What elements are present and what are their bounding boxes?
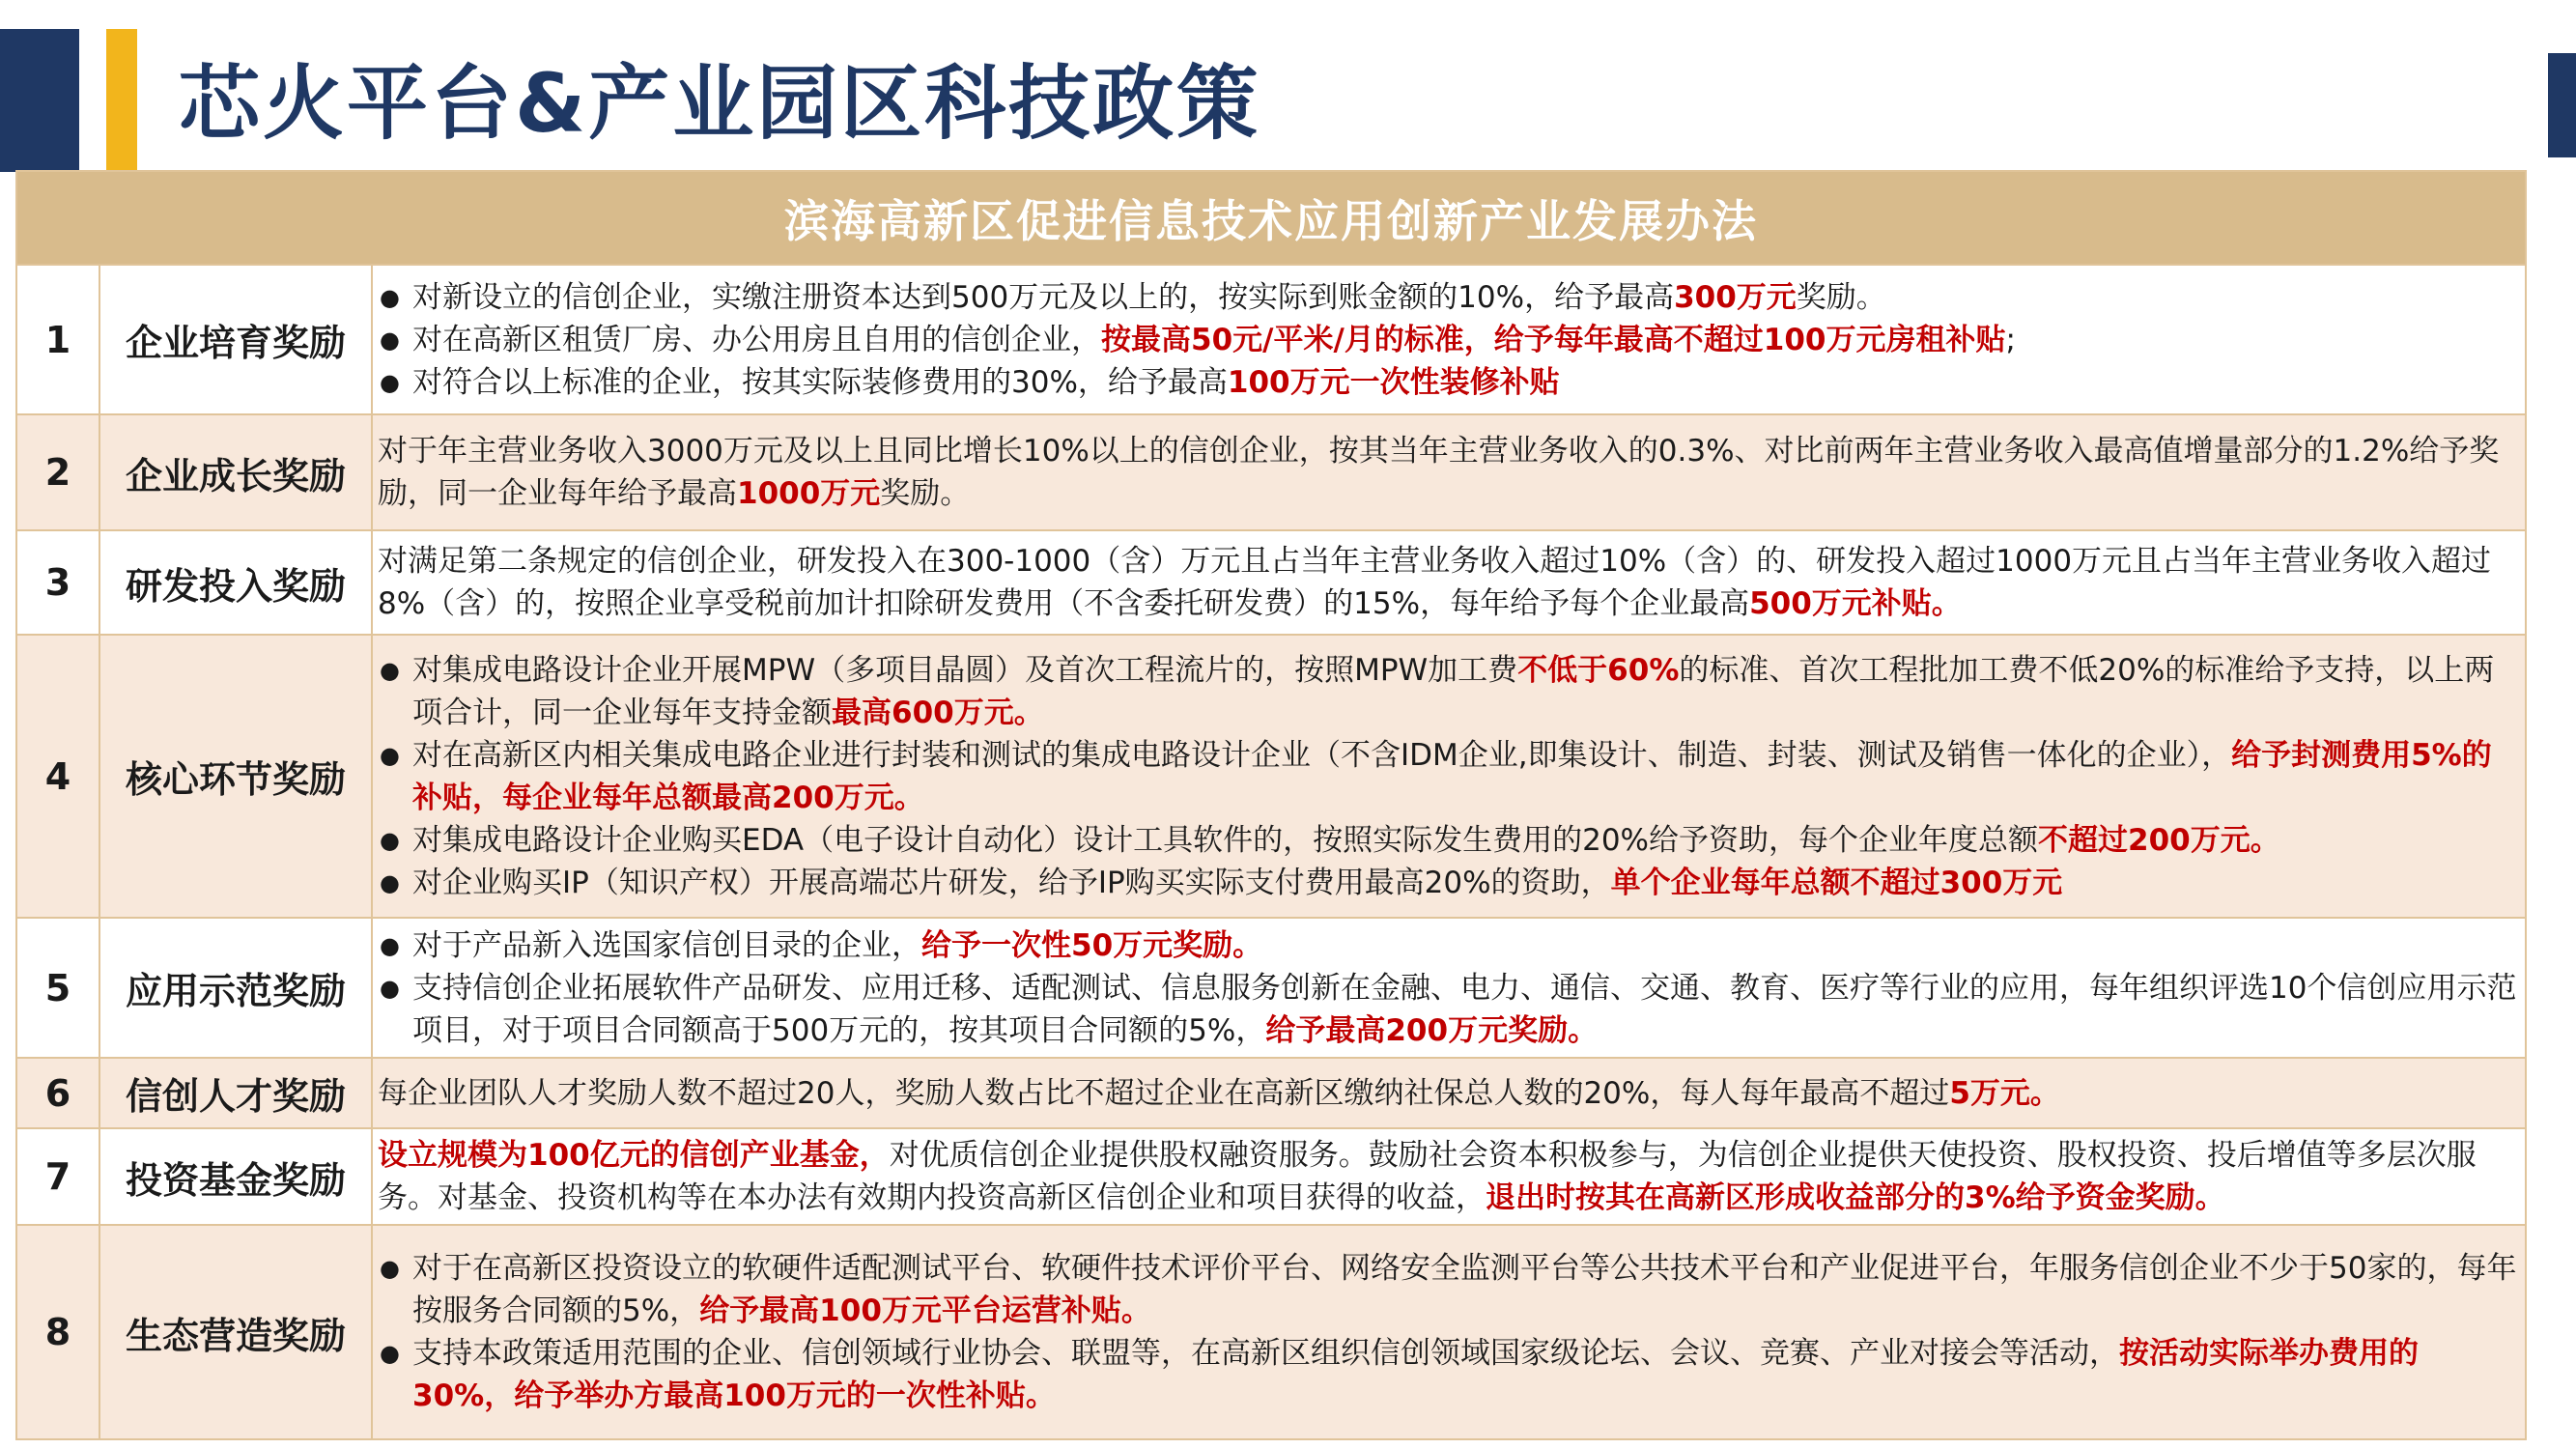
- description-paragraph: [378, 1134, 2519, 1219]
- bullet-list: [378, 276, 2519, 404]
- highlighted-text: 100万元一次性装修补贴: [1227, 364, 1560, 400]
- bullet-list: [378, 1247, 2519, 1417]
- text-segment: 的标准、首次工程批加工费不低20%的标准给予支持，以上两项合计，同一企业每年支持金额: [412, 652, 2495, 730]
- text-segment: 对企业购买IP（知识产权）开展高端芯片研发，给予IP购买实际支付费用最高20%的资助，: [412, 865, 1611, 900]
- bullet-list: [378, 649, 2519, 904]
- text-segment: 对符合以上标准的企业，按其实际装修费用的30%，给予最高: [412, 364, 1228, 400]
- row-description: [372, 635, 2526, 918]
- description-paragraph: [378, 1072, 2519, 1115]
- table-row: [16, 265, 2526, 414]
- bullet-item: [378, 862, 2519, 904]
- description-paragraph: [378, 540, 2519, 625]
- table-row: [16, 1225, 2526, 1439]
- highlighted-text: 给予最高200万元奖励。: [1265, 1012, 1599, 1048]
- bullet-item: [378, 924, 2519, 967]
- text-segment: 支持本政策适用范围的企业、信创领域行业协会、联盟等，在高新区组织信创领域国家级论坛、会议、竞赛、产业对接会等活动，: [412, 1336, 2119, 1371]
- row-policy-name: 研发投入奖励: [99, 530, 372, 635]
- title-accent-gold-bar: [106, 29, 137, 172]
- table-row: [16, 530, 2526, 635]
- row-number: 6: [16, 1058, 99, 1128]
- text-segment: 对于年主营业务收入3000万元及以上且同比增长10%以上的信创企业，按其当年主营业务收入的0.3%、对比前两年主营业务收入最高值增量部分的1.2%给予奖励，同一企业每年给予最高: [378, 434, 2500, 511]
- description-paragraph: [378, 430, 2519, 515]
- row-description: [372, 918, 2526, 1058]
- row-number: 1: [16, 265, 99, 414]
- row-policy-name: 企业成长奖励: [99, 414, 372, 530]
- bullet-item: [378, 649, 2519, 734]
- policy-table: [15, 170, 2527, 1440]
- row-description: [372, 1058, 2526, 1128]
- text-segment: 对在高新区租赁厂房、办公用房且自用的信创企业，: [412, 322, 1101, 357]
- right-edge-accent-bar: [2548, 53, 2576, 157]
- highlighted-text: 5万元。: [1949, 1075, 2060, 1111]
- table-header: 滨海高新区促进信息技术应用创新产业发展办法: [16, 171, 2526, 265]
- text-segment: 对在高新区内相关集成电路企业进行封装和测试的集成电路设计企业（不含IDM企业,即集设计、制造、封装、测试及销售一体化的企业），: [412, 737, 2232, 773]
- highlighted-text: 不超过200万元。: [2038, 822, 2280, 858]
- table-row: [16, 635, 2526, 918]
- bullet-item: [378, 361, 2519, 404]
- row-number: 4: [16, 635, 99, 918]
- highlighted-text: 给予一次性50万元奖励。: [921, 927, 1263, 963]
- bullet-item: [378, 734, 2519, 819]
- text-segment: 每企业团队人才奖励人数不超过20人，奖励人数占比不超过企业在高新区缴纳社保总人数的20%，每人每年最高不超过: [378, 1075, 1950, 1111]
- row-policy-name: 核心环节奖励: [99, 635, 372, 918]
- text-segment: 对新设立的信创企业，实缴注册资本达到500万元及以上的，按实际到账金额的10%，给予最高: [412, 279, 1675, 315]
- text-segment: 对集成电路设计企业购买EDA（电子设计自动化）设计工具软件的，按照实际发生费用的20%给予资助，每个企业年度总额: [412, 822, 2039, 858]
- text-segment: ;: [2005, 322, 2016, 357]
- highlighted-text: 退出时按其在高新区形成收益部分的3%给予资金奖励。: [1486, 1180, 2225, 1215]
- highlighted-text: 1000万元: [737, 476, 881, 511]
- row-policy-name: 投资基金奖励: [99, 1128, 372, 1225]
- highlighted-text: 300万元: [1674, 279, 1797, 315]
- row-description: [372, 414, 2526, 530]
- highlighted-text: 按活动实际举办费用的30%，给予举办方最高100万元的一次性补贴。: [412, 1336, 2419, 1413]
- text-segment: 奖励。: [880, 476, 971, 511]
- row-number: 8: [16, 1225, 99, 1439]
- bullet-item: [378, 319, 2519, 361]
- highlighted-text: 不低于60%: [1517, 652, 1680, 688]
- title-accent-navy-bar: [0, 29, 79, 172]
- highlighted-text: 按最高50元/平米/月的标准，给予每年最高不超过100万元房租补贴: [1101, 322, 2006, 357]
- row-policy-name: 信创人才奖励: [99, 1058, 372, 1128]
- text-segment: 对集成电路设计企业开展MPW（多项目晶圆）及首次工程流片的，按照MPW加工费: [412, 652, 1518, 688]
- highlighted-text: 最高600万元。: [832, 695, 1044, 730]
- text-segment: 奖励。: [1796, 279, 1886, 315]
- row-description: [372, 265, 2526, 414]
- table-row: [16, 414, 2526, 530]
- row-number: 2: [16, 414, 99, 530]
- row-description: [372, 1128, 2526, 1225]
- row-policy-name: 企业培育奖励: [99, 265, 372, 414]
- text-segment: 对优质信创企业提供股权融资服务。鼓励社会资本积极参与，为信创企业提供天使投资、股权投资、投后增值等多层次服务。对基金、投资机构等在本办法有效期内投资高新区信创企业和项目获得的收益，: [378, 1138, 2477, 1215]
- bullet-item: [378, 276, 2519, 319]
- bullet-item: [378, 967, 2519, 1052]
- row-description: [372, 530, 2526, 635]
- row-number: 7: [16, 1128, 99, 1225]
- table-row: [16, 918, 2526, 1058]
- row-number: 3: [16, 530, 99, 635]
- row-description: [372, 1225, 2526, 1439]
- text-segment: 对满足第二条规定的信创企业，研发投入在300-1000（含）万元且占当年主营业务收入超过10%（含）的、研发投入超过1000万元且占当年主营业务收入超过8%（含）的，按照企业享受税前加计扣除研发费用（不含委托研发费）的15%，每年给予每个企业最高: [378, 544, 2492, 621]
- text-segment: 对于产品新入选国家信创目录的企业，: [412, 927, 921, 963]
- table-row: [16, 1058, 2526, 1128]
- highlighted-text: 单个企业每年总额不超过300万元: [1610, 865, 2063, 900]
- page-title: 芯火平台&产业园区科技政策: [179, 56, 1261, 151]
- text-segment: 对于在高新区投资设立的软硬件适配测试平台、软硬件技术评价平台、网络安全监测平台等公共技术平台和产业促进平台，年服务信创企业不少于50家的，每年按服务合同额的5%，: [412, 1251, 2517, 1328]
- bullet-item: [378, 1332, 2519, 1417]
- highlighted-text: 给予最高100万元平台运营补贴。: [699, 1293, 1151, 1328]
- row-number: 5: [16, 918, 99, 1058]
- text-segment: 支持信创企业拓展软件产品研发、应用迁移、适配测试、信息服务创新在金融、电力、通信、交通、教育、医疗等行业的应用，每年组织评选10个信创应用示范项目，对于项目合同额高于500万元的，按其项目合同额的5%，: [412, 970, 2517, 1048]
- policy-table-body: [16, 171, 2526, 1439]
- highlighted-text: 给予封测费用5%的补贴，每企业每年总额最高200万元。: [412, 737, 2492, 815]
- table-row: [16, 1128, 2526, 1225]
- bullet-item: [378, 819, 2519, 862]
- highlighted-text: 500万元补贴。: [1749, 586, 1962, 621]
- bullet-list: [378, 924, 2519, 1052]
- table-header-row: [16, 171, 2526, 265]
- row-policy-name: 应用示范奖励: [99, 918, 372, 1058]
- highlighted-text: 设立规模为100亿元的信创产业基金，: [378, 1138, 890, 1173]
- row-policy-name: 生态营造奖励: [99, 1225, 372, 1439]
- bullet-item: [378, 1247, 2519, 1332]
